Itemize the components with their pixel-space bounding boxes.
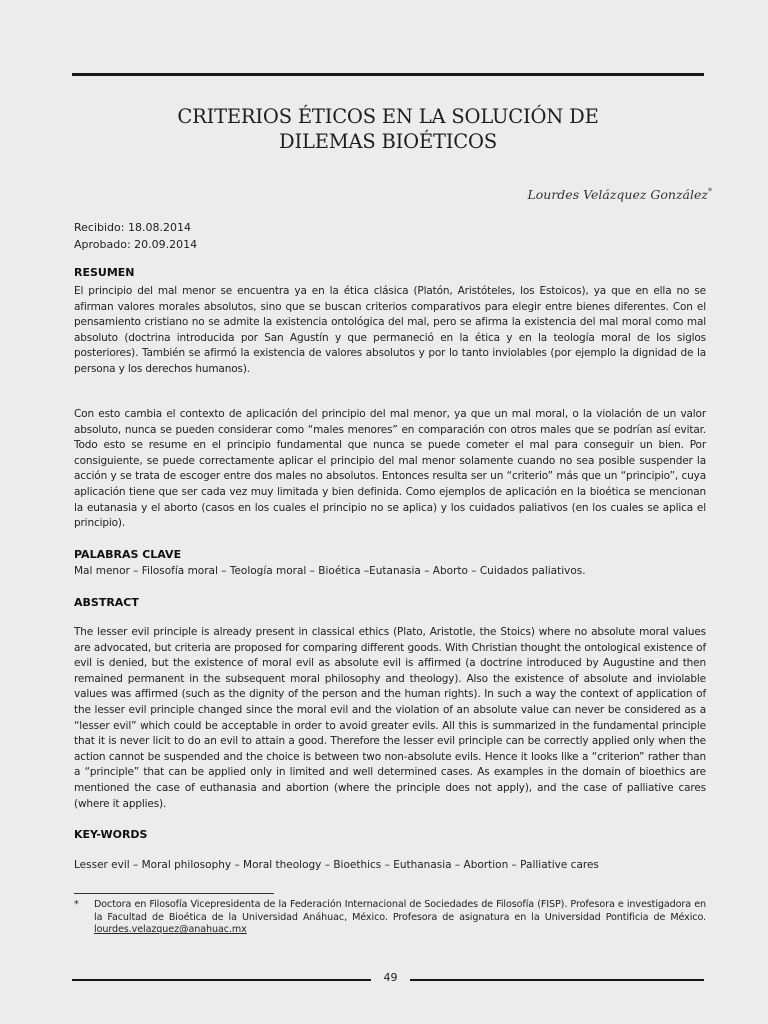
author-footnote-mark: * (708, 187, 712, 196)
title-line-1: CRITERIOS ÉTICOS EN LA SOLUCIÓN DE (177, 105, 599, 128)
bottom-rule-right (410, 979, 704, 981)
footnote-mark: * (74, 899, 79, 910)
palabras-clave-text: Mal menor – Filosofía moral – Teología moral – Bioética –Eutanasia – Aborto – Cuidados paliativos. (74, 565, 586, 577)
abstract-heading: ABSTRACT (74, 596, 139, 609)
submission-dates (74, 219, 197, 253)
footnote-text: Doctora en Filosofía Vicepresidenta de la Federación Internacional de Sociedades de Filosofía (FISP). Profesora e investigadora en la Facultad de Bioética de la Universidad Anáhuac, México. Profesora de asignatura en la Universidad Pontificia de México. (94, 899, 706, 923)
footnote-rule (74, 893, 274, 894)
footnote-body (94, 899, 706, 937)
resumen-paragraph-1: El principio del mal menor se encuentra ya en la ética clásica (Platón, Aristóteles, los Estoicos), ya que en ella no se afirman valores morales absolutos, sino que se buscan criterios comparativos para elegir entre bienes diferentes. Con el pensamiento cristiano no se admite la existencia ontológica del mal, pero se afirma la existencia del mal moral como mal absoluto (doctrina introducida por San Agustín y que permaneció en la ética y en la teología moral de los siglos posteriores). También se afirmó la existencia de valores absolutos y por lo tanto inviolables (por ejemplo la dignidad de la persona y los derechos humanos). (74, 285, 706, 375)
author-name (527, 187, 712, 202)
author-email-link[interactable]: lourdes.velazquez@anahuac.mx (94, 924, 247, 936)
author-footnote (74, 899, 706, 937)
resumen-heading: RESUMEN (74, 266, 135, 279)
palabras-clave-heading: PALABRAS CLAVE (74, 548, 182, 561)
keywords-heading: KEY-WORDS (74, 828, 148, 841)
bottom-rule-left (72, 979, 371, 981)
abstract-paragraph: The lesser evil principle is already present in classical ethics (Plato, Aristotle, the Stoics) where no absolute moral values are advocated, but criteria are proposed for comparing different goods. With Christian thought the ontological existence of evil is denied, but the existence of moral evil as absolute evil is affirmed (a doctrine introduced by Augustine and then remained permanent in the subsequent moral philosophy and theology). Also the existence of absolute and inviolable values was affirmed (such as the dignity of the person and the human rights). In such a way the context of application of the lesser evil principle changed since the moral evil and the violation of an absolute value can never be considered as a “lesser evil” which could be acceptable in order to avoid greater evils. All this is summarized in the fundamental principle that it is never licit to do an evil to attain a good. Therefore the lesser evil principle can be correctly applied only when the action cannot be suspended and the choice is between two non-absolute evils. Hence it looks like a “criterion” rather than a “principle” that can be applied only in limited and well determined cases. As examples in the domain of bioethics are mentioned the case of euthanasia and abortion (where the principle does not apply), and the case of palliative cares (where it applies). (74, 626, 706, 810)
keywords-text: Lesser evil – Moral philosophy – Moral theology – Bioethics – Euthanasia – Abortion – Palliative cares (74, 859, 599, 871)
top-rule (72, 73, 704, 76)
article-title (72, 104, 704, 154)
received-date: Recibido: 18.08.2014 (74, 221, 191, 234)
title-line-2: DILEMAS BIOÉTICOS (279, 130, 497, 153)
resumen-paragraph-2: Con esto cambia el contexto de aplicación del principio del mal menor, ya que un mal moral, o la violación de un valor absoluto, nunca se pueden considerar como “males menores” en comparación con otros males que se podrían así evitar. Todo esto se resume en el principio fundamental que nunca se puede cometer el mal para conseguir un bien. Por consiguiente, se puede correctamente aplicar el principio del mal menor solamente cuando no sea posible suspender la acción y se trata de escoger entre dos males no absolutos. Entonces resulta ser un “criterio” más que un “principio”, cuya aplicación tiene que ser cada vez muy limitada y bien definida. Como ejemplos de aplicación en la bioética se mencionan la eutanasia y el aborto (casos en los cuales el principio no se aplica) y los cuidados paliativos (en los cuales se aplica el principio). (74, 408, 706, 530)
approved-date: Aprobado: 20.09.2014 (74, 238, 198, 251)
author-text: Lourdes Velázquez González (527, 187, 708, 203)
page-number: 49 (383, 971, 398, 984)
